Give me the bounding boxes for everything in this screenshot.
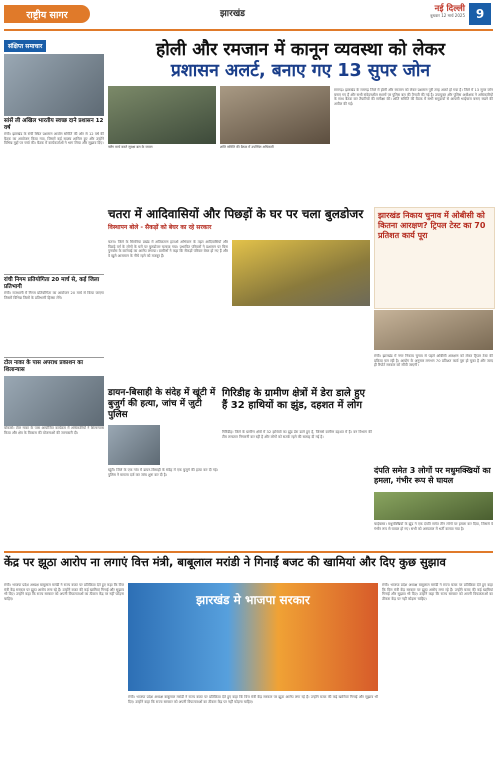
bottom-headline: केंद्र पर झूठा आरोप ना लगाएं वित्त मंत्री, बाबूलाल मरांडी ने गिनाईं बजट की खामियां और दिए कुछ सुझाव xyxy=(4,555,446,569)
story-obc-headline: झारखंड निकाय चुनाव में ओबीसी को कितना आरक्षण? ट्रिपल टेस्ट का 70 प्रतिशत कार्य पूरा xyxy=(378,211,486,240)
brief1-headline: सांसें ली अखिल भारतीय स्वच्छ दाने प्रशासन 12 वर्ष xyxy=(4,118,104,131)
bees-photo xyxy=(374,492,493,520)
bottom-text-middle: रांची। भाजपा प्रदेश अध्यक्ष बाबूलाल मरांडी ने राज्य बजट पर प्रतिक्रिया देते हुए कहा कि वित्त मंत्री केंद्र सरकार पर झूठा आरोप लगा रहे हैं। उन्होंने बजट की कई खामियां गिनाईं और सुझाव भी दिए। उन्होंने कहा कि राज्य सरकार को अपनी विफलताओं का ठीकरा केंद्र पर नहीं फोड़ना चाहिए। xyxy=(128,695,378,704)
banner-text: झारखंड मे भाजपा सरकार xyxy=(196,593,310,607)
brief-news-tag: संक्षिप्त समाचार xyxy=(4,40,46,52)
brief3-headline: टोल नाका के पास अपराध प्रकाशन का शिलान्यास xyxy=(4,360,83,373)
page-number: 9 xyxy=(469,3,491,25)
edition-date: बुधवार 12 मार्च 2025 xyxy=(430,13,465,18)
bottom-story xyxy=(4,549,493,761)
story-dayan-headline: डायन-बिसाही के संदेह में खूंटी में बुजुर्ग की हत्या, जांच में जुटी पुलिस xyxy=(108,388,216,420)
story-obc-box xyxy=(374,207,495,309)
story-bees-headline: दंपति समेत 3 लोगों पर मधुमक्खियों का हमला, गंभीर रूप से घायल xyxy=(374,466,491,485)
left-column xyxy=(4,33,104,543)
divider xyxy=(4,357,104,358)
main-headline-line1: होली और रमजान में कानून व्यवस्था को लेकर xyxy=(155,40,446,60)
brief3-text: बोकारो। टोल नाका के पास आयोजित कार्यक्रम में अधिकारियों ने शिलान्यास किया और क्षेत्र के विकास की योजनाओं की जानकारी दी। xyxy=(4,426,104,435)
main-caption-left: फ्लैग मार्च करते सुरक्षा बल के जवान xyxy=(108,145,153,149)
brief2-text: रांची। राजधानी में निगम प्रतियोगिता का आयोजन 20 मार्च से किया जाएगा जिसमें विभिन्न जिलों के प्रतिभागी हिस्सा लेंगे। xyxy=(4,291,104,300)
story-bees xyxy=(374,466,493,486)
story-bulldozer-strap: विस्थापन बोले - सैकड़ों को बेघर का रहे सरकार xyxy=(108,224,212,231)
story-bulldozer-text: चतरा। जिले के सिमरिया प्रखंड में अतिक्रमण हटाओ अभियान के तहत आदिवासियों और पिछड़े वर्ग के लोगों के घरों पर बुलडोजर चलाया गया। प्रभावित परिवारों ने प्रशासन पर बिना पुनर्वास के कार्रवाई का आरोप लगाया। ग्रामीणों ने कहा कि सैकड़ों परिवार बेघर हो गए हैं और वे खुले आसमान के नीचे रहने को मजबूर हैं। xyxy=(108,240,228,258)
story-dayan-text: खूंटी। जिले के एक गांव में डायन-बिसाही के संदेह में एक बुजुर्ग की हत्या कर दी गई। पुलिस ने मामला दर्ज कर जांच शुरू कर दी है। xyxy=(108,468,218,477)
brief-photo xyxy=(4,54,104,116)
bulldozer-photo xyxy=(232,240,370,306)
story-elephant-text: गिरिडीह। जिले के ग्रामीण क्षेत्रों में 32 हाथियों का झुंड डेरा डाले हुए है, जिससे ग्रामीण दहशत में हैं। वन विभाग की टीम लगातार निगरानी कर रही है और लोगों को सतर्क रहने की सलाह दी गई है। xyxy=(222,430,372,439)
story-obc-text: रांची। झारखंड में नगर निकाय चुनाव से पहले ओबीसी आरक्षण को लेकर ट्रिपल टेस्ट की प्रक्रिया चल रही है। आयोग के अनुसार लगभग 70 प्रतिशत कार्य पूरा हो चुका है और जल्द ही रिपोर्ट सरकार को सौंपी जाएगी। xyxy=(374,354,493,368)
main-photo-left xyxy=(108,86,216,144)
story-elephant xyxy=(222,388,372,412)
dayan-photo xyxy=(108,425,160,465)
paper-name: राष्ट्रीय सागर xyxy=(4,5,90,23)
main-headline xyxy=(108,40,493,82)
edition-city: नई दिल्ली xyxy=(434,4,465,14)
masthead xyxy=(4,3,493,29)
section-title: झारखंड xyxy=(220,9,245,19)
bottom-text-right: रांची। भाजपा प्रदेश अध्यक्ष बाबूलाल मरांडी ने राज्य बजट पर प्रतिक्रिया देते हुए कहा कि वित्त मंत्री केंद्र सरकार पर झूठा आरोप लगा रहे हैं। उन्होंने बजट की कई खामियां गिनाईं और सुझाव भी दिए। उन्होंने कहा कि राज्य सरकार को अपनी विफलताओं का ठीकरा केंद्र पर नहीं फोड़ना चाहिए। xyxy=(382,583,493,601)
divider xyxy=(4,551,493,553)
story-elephant-headline: गिरिडीह के ग्रामीण क्षेत्रों में डेरा डाले हुए हैं 32 हाथियों का झुंड, दहशत में लोग xyxy=(222,388,366,411)
main-photo-right xyxy=(220,86,330,144)
main-headline-line2: प्रशासन अलर्ट, बनाए गए 13 सुपर जोन xyxy=(170,61,431,81)
brief2-headline: रांची निगम प्रतियोगिता 20 मार्च से, कई जिला प्रतिभागी xyxy=(4,277,100,290)
main-story-text: रामगढ़। झारखंड के रामगढ़ जिले में होली और रमजान को लेकर प्रशासन पूरी तरह अलर्ट हो गया है। जिले में 13 सुपर जोन बनाए गए हैं और सभी संवेदनशील स्थानों पर पुलिस बल की तैनाती की गई है। उपायुक्त और पुलिस अधीक्षक ने अधिकारियों के साथ बैठक कर तैयारियों की समीक्षा की। शांति समिति की बैठक में सभी समुदायों से आपसी भाईचारा बनाए रखने की अपील की गई। xyxy=(334,88,493,106)
main-caption-right: शांति समिति की बैठक में उपस्थित अधिकारी xyxy=(220,145,274,149)
main-photos xyxy=(108,86,330,152)
story-bees-text: चाईबासा। मधुमक्खियों के झुंड ने एक दंपति समेत तीन लोगों पर हमला कर दिया, जिससे वे गंभीर रूप से घायल हो गए। सभी को अस्पताल में भर्ती कराया गया है। xyxy=(374,522,493,531)
story-bulldozer-headline: चतरा में आदिवासियों और पिछड़ों के घर पर चला बुलडोजर xyxy=(108,207,364,221)
brief3-photo xyxy=(4,376,104,426)
story-dayan xyxy=(108,388,218,421)
bottom-text-left: रांची। भाजपा प्रदेश अध्यक्ष बाबूलाल मरांडी ने राज्य बजट पर प्रतिक्रिया देते हुए कहा कि वित्त मंत्री केंद्र सरकार पर झूठा आरोप लगा रहे हैं। उन्होंने बजट की कई खामियां गिनाईं और सुझाव भी दिए। उन्होंने कहा कि राज्य सरकार को अपनी विफलताओं का ठीकरा केंद्र पर नहीं फोड़ना चाहिए। xyxy=(4,583,124,601)
story-bulldozer xyxy=(108,207,370,231)
masthead-divider xyxy=(4,29,493,31)
divider xyxy=(4,274,104,275)
brief1-text: रांची। झारखंड के रांची स्थित प्रशासन आयोग समिति की ओर से 12 वर्ष की बैठक का आयोजन किया गया, जिसमें कई सदस्य शामिल हुए और उन्होंने विभिन्न मुद्दों पर चर्चा की। बैठक में कार्यकर्ताओं ने भाग लिया और सुझाव दिए। xyxy=(4,132,104,146)
obc-photo xyxy=(374,310,493,350)
bottom-banner xyxy=(128,583,378,691)
